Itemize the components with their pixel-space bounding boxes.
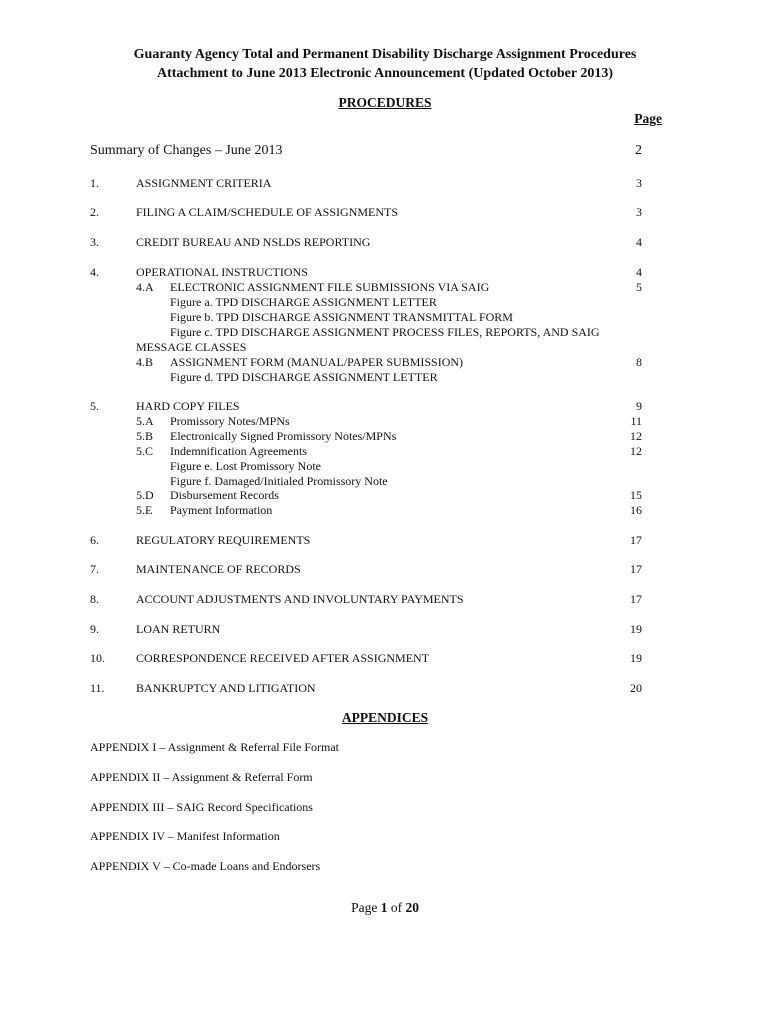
toc-entry-page: 4 [636,235,642,249]
toc-entry-label: LOAN RETURN [136,622,221,636]
toc-entry-label: MAINTENANCE OF RECORDS [136,562,301,576]
appendix-entry: APPENDIX V – Co-made Loans and Endorsers [90,859,321,873]
appendix-entry: APPENDIX III – SAIG Record Specifications [90,800,313,814]
toc-entry-number: 3. [90,235,99,249]
toc-subentry-number: 5.E [136,503,153,517]
toc-entry-number: 5. [90,399,99,413]
toc-entry-number: 10. [90,651,105,665]
toc-subentry-label: ASSIGNMENT FORM (MANUAL/PAPER SUBMISSION) [170,355,464,369]
toc-subentry-page: 11 [630,414,642,428]
toc-entry-label: ACCOUNT ADJUSTMENTS AND INVOLUNTARY PAYMENTS [136,592,464,606]
toc-subentry-label: Disbursement Records [170,488,279,502]
toc-entry-page: 20 [630,681,642,695]
figure-entry: Figure a. TPD DISCHARGE ASSIGNMENT LETTER [170,295,437,309]
toc-subentry-label: Electronically Signed Promissory Notes/MPNs [170,429,397,443]
toc-entry-number: 6. [90,533,99,547]
toc-entry-page: 9 [636,399,642,413]
footer-page-word: Page [351,900,378,915]
figure-entry-continued: MESSAGE CLASSES [136,340,247,354]
toc-entry-page: 19 [630,622,642,636]
toc-subentry-label: Indemnification Agreements [170,444,307,458]
toc-subentry-page: 12 [630,444,642,458]
figure-entry: Figure e. Lost Promissory Note [170,459,321,473]
toc-subentry-number: 4.A [136,280,154,294]
toc-entry-label: REGULATORY REQUIREMENTS [136,533,311,547]
document-title-line2: Attachment to June 2013 Electronic Announcement (Updated October 2013) [156,66,613,81]
toc-entry-number: 7. [90,562,99,576]
toc-subentry-page: 12 [630,429,642,443]
toc-entry-number: 2. [90,205,99,219]
figure-entry: Figure f. Damaged/Initialed Promissory Note [170,474,388,488]
page-footer [0,900,770,916]
figure-entry: Figure d. TPD DISCHARGE ASSIGNMENT LETTER [170,370,438,384]
figure-entry: Figure c. TPD DISCHARGE ASSIGNMENT PROCESS FILES, REPORTS, AND SAIG [170,325,600,339]
toc-subentry-number: 5.C [136,444,154,458]
toc-entry-page: 3 [636,176,642,190]
toc-entry-page: 17 [630,592,642,606]
toc-entry-number: 4. [90,265,99,279]
toc-entry-number: 11. [90,681,105,695]
toc-subentry-page: 8 [636,355,642,369]
toc-subentry-label: Payment Information [170,503,273,517]
toc-entry-label: FILING A CLAIM/SCHEDULE OF ASSIGNMENTS [136,205,399,219]
appendix-entry: APPENDIX I – Assignment & Referral File Format [90,740,339,754]
figure-entry: Figure b. TPD DISCHARGE ASSIGNMENT TRANSMITTAL FORM [170,310,513,324]
toc-entry-label: ASSIGNMENT CRITERIA [136,176,272,190]
appendix-entry: APPENDIX II – Assignment & Referral Form [90,770,313,784]
toc-entry-page: 4 [636,265,642,279]
toc-entry-label: HARD COPY FILES [136,399,240,413]
toc-entry-label: OPERATIONAL INSTRUCTIONS [136,265,308,279]
toc-entry-page: 3 [636,205,642,219]
summary-of-changes-label: Summary of Changes – June 2013 [90,143,283,158]
toc-subentry-page: 16 [630,503,642,517]
footer-of-word: of [390,900,403,915]
toc-entry-number: 1. [90,176,99,190]
summary-of-changes-page: 2 [635,143,642,158]
appendix-entry: APPENDIX IV – Manifest Information [90,829,280,843]
footer-total-pages: 20 [405,900,419,915]
toc-subentry-label: ELECTRONIC ASSIGNMENT FILE SUBMISSIONS VIA SAIG [170,280,490,294]
procedures-heading: PROCEDURES [338,95,432,110]
toc-subentry-page: 15 [630,488,642,502]
toc-entry-page: 17 [630,562,642,576]
toc-entry-page: 19 [630,651,642,665]
appendices-heading: APPENDICES [341,710,429,725]
toc-subentry-page: 5 [636,280,642,294]
document-title-line1: Guaranty Agency Total and Permanent Disability Discharge Assignment Procedures [133,47,637,62]
page-column-header: Page [634,111,662,126]
toc-entry-label: BANKRUPTCY AND LITIGATION [136,681,316,695]
toc-subentry-number: 5.B [136,429,154,443]
footer-current-page: 1 [380,900,388,915]
toc-subentry-number: 5.D [136,488,154,502]
toc-entry-label: CORRESPONDENCE RECEIVED AFTER ASSIGNMENT [136,651,430,665]
toc-entry-page: 17 [630,533,642,547]
toc-subentry-label: Promissory Notes/MPNs [170,414,290,428]
toc-entry-number: 8. [90,592,99,606]
toc-subentry-number: 4.B [136,355,154,369]
toc-subentry-number: 5.A [136,414,154,428]
toc-entry-number: 9. [90,622,99,636]
toc-entry-label: CREDIT BUREAU AND NSLDS REPORTING [136,235,371,249]
